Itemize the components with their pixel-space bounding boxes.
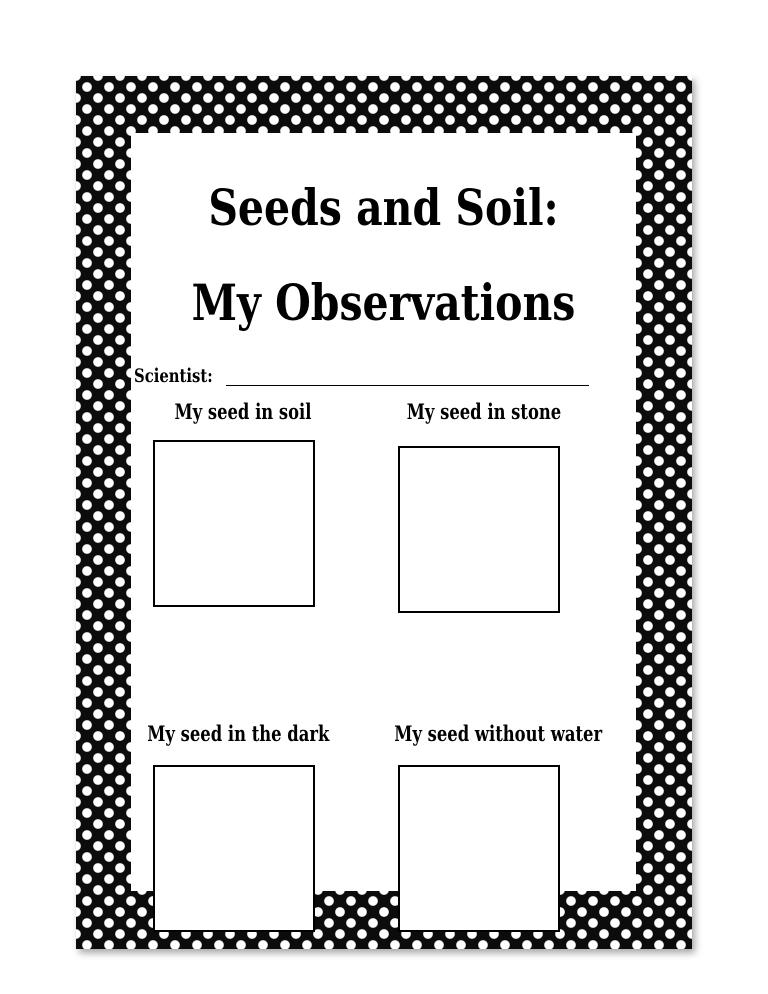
observation-label-soil: My seed in soil	[174, 399, 312, 424]
scientist-name-row	[134, 363, 594, 389]
scientist-label: Scientist:	[134, 365, 213, 387]
observation-box-without-water[interactable]	[398, 765, 560, 932]
observation-label-without-water: My seed without water	[394, 721, 603, 746]
observation-box-soil[interactable]	[153, 440, 315, 607]
observation-box-dark[interactable]	[153, 765, 315, 932]
observation-label-stone: My seed in stone	[406, 399, 562, 424]
page-title-line-2: My Observations	[191, 273, 576, 332]
observation-label-dark: My seed in the dark	[147, 721, 330, 746]
polka-dot-border-frame	[76, 76, 692, 949]
worksheet-panel	[131, 133, 636, 891]
page-title-line-1: Seeds and Soil:	[208, 178, 559, 237]
scientist-name-line[interactable]	[226, 385, 589, 386]
observation-box-stone[interactable]	[398, 446, 560, 613]
